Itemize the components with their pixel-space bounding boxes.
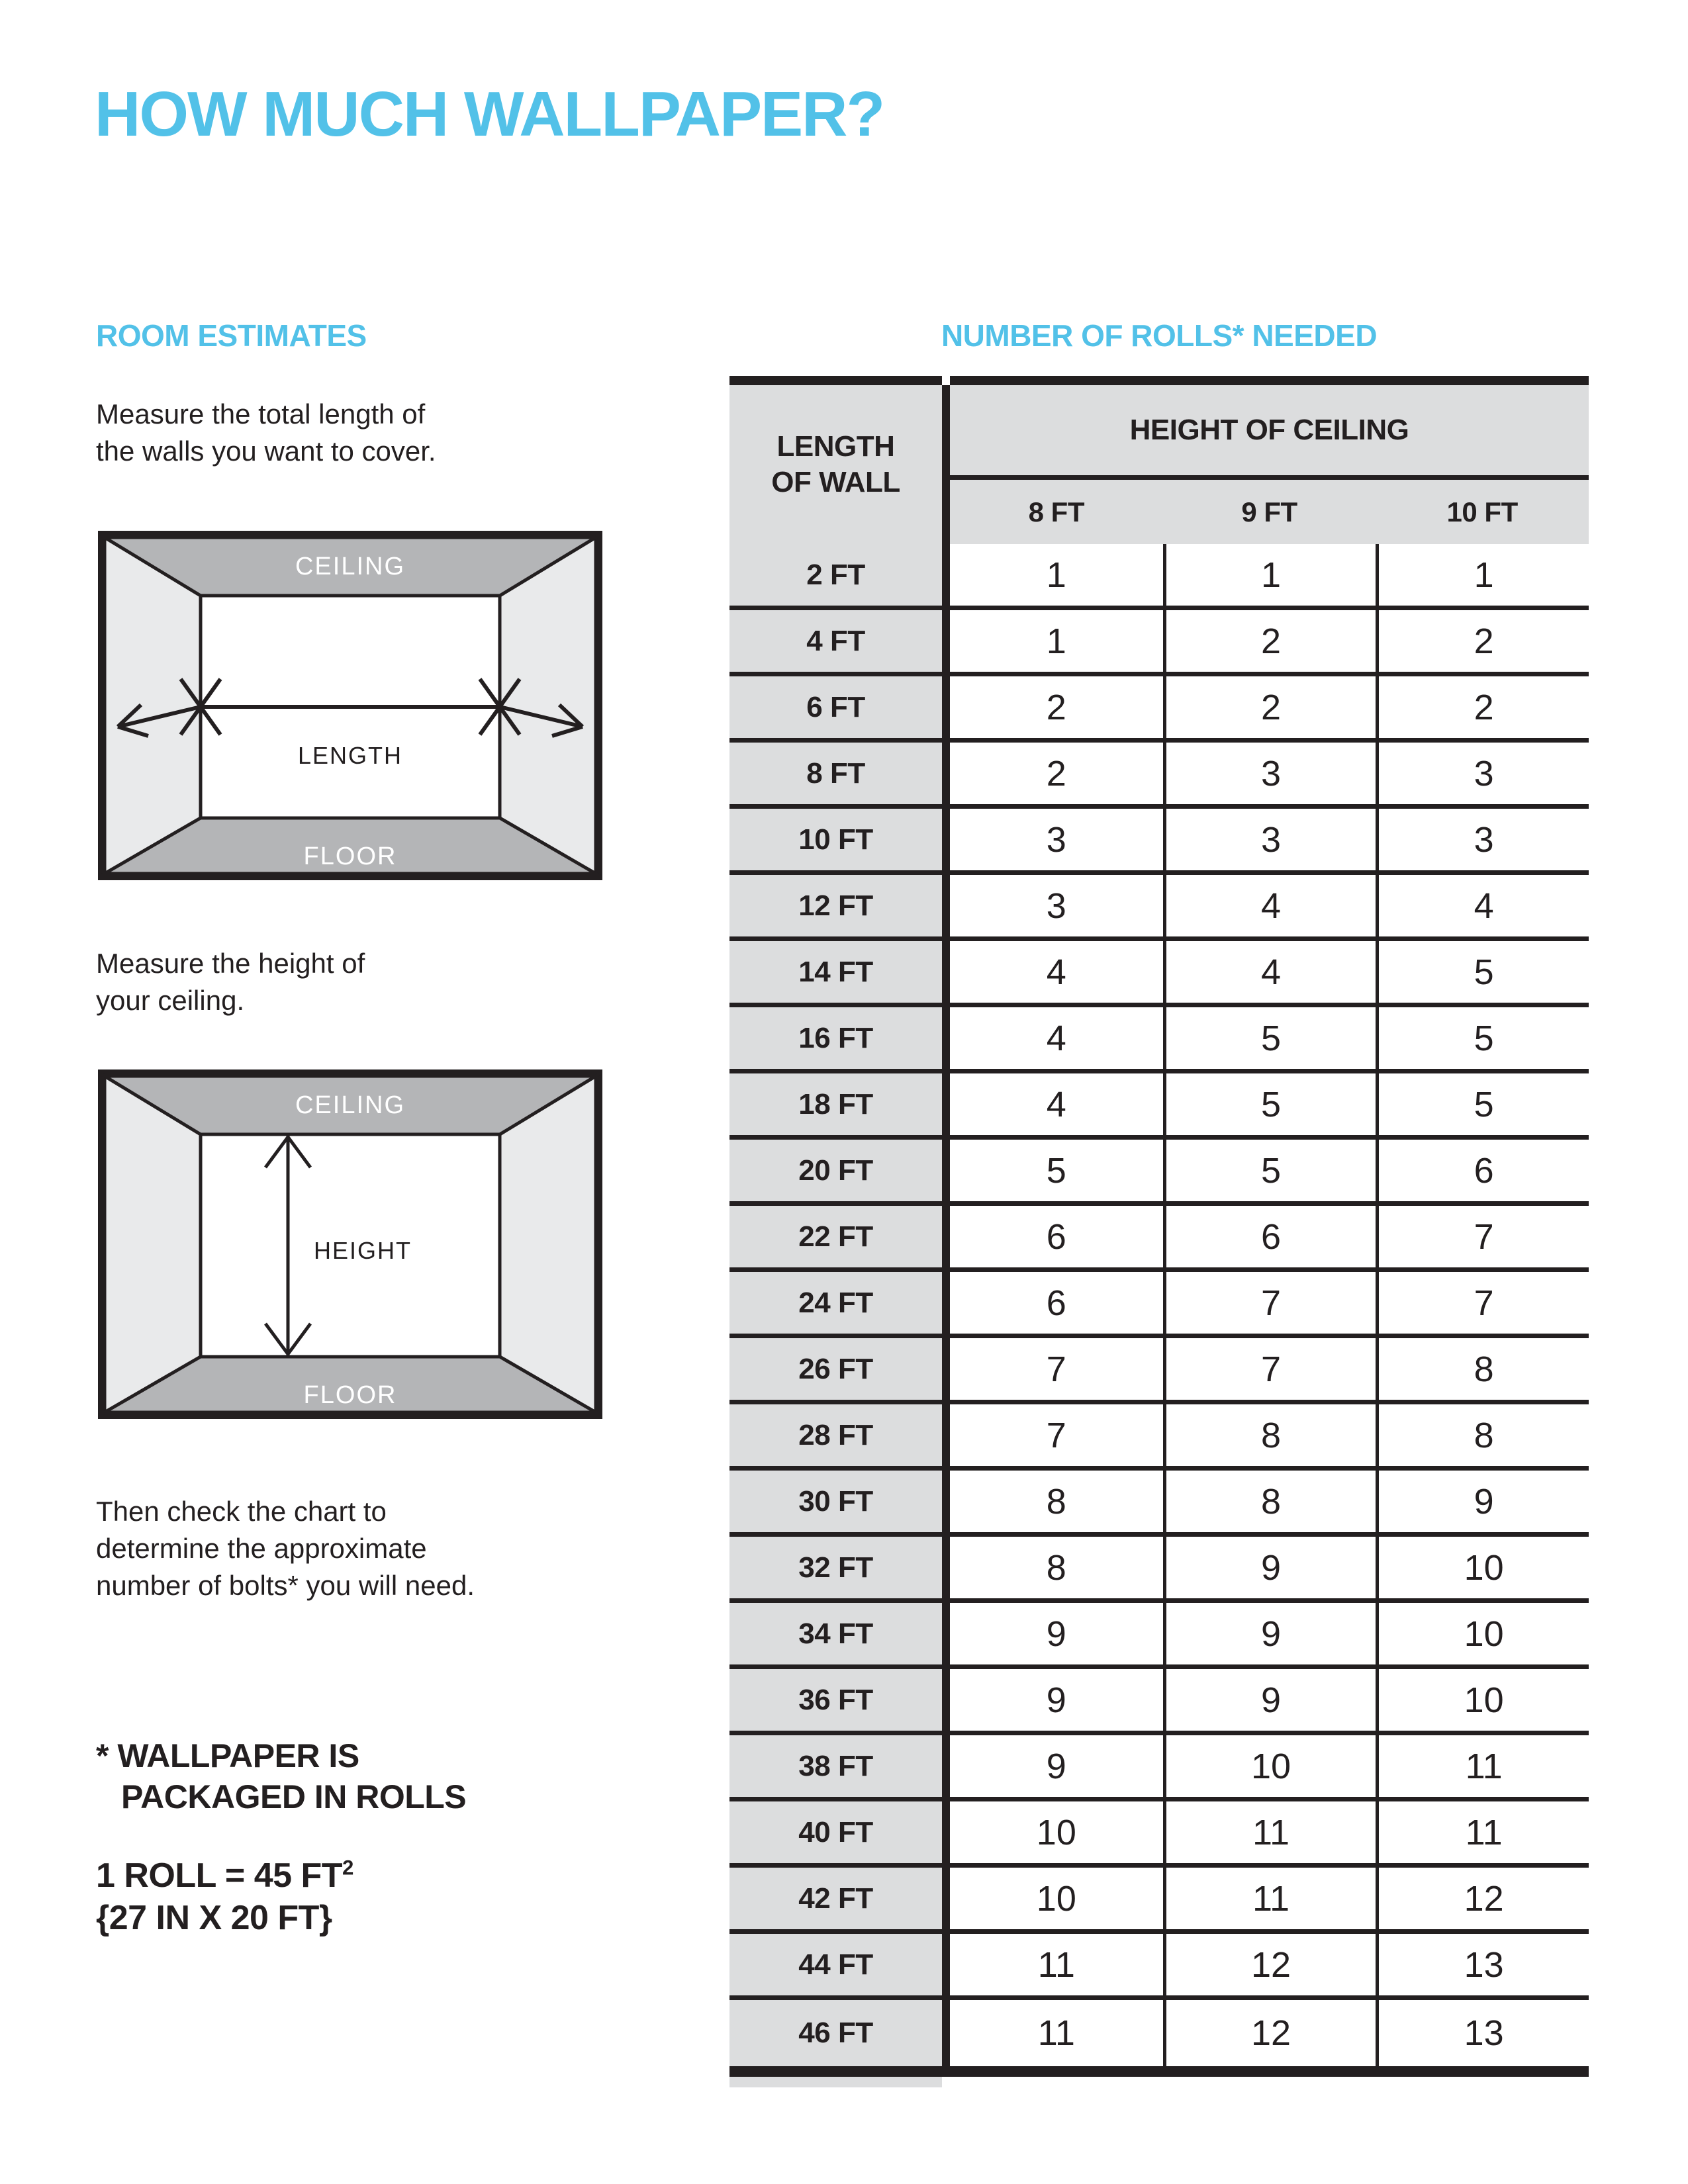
step2-line1: Measure the height of [96, 948, 365, 979]
row-vertical-divider [942, 941, 950, 1003]
table-cell: 4 [950, 1007, 1163, 1069]
room-length-diagram-svg [98, 531, 602, 880]
step1-text [96, 396, 436, 470]
roll-equation: 1 ROLL = 45 $FT^2$ [96, 1856, 353, 1895]
row-vertical-divider [942, 1073, 950, 1135]
table-cell: 4 [950, 1073, 1163, 1135]
row-label: 18 FT [729, 1073, 942, 1135]
wallpaper-footnote [96, 1735, 466, 1817]
row-vertical-divider [942, 1338, 950, 1400]
table-cell: 4 [950, 941, 1163, 1003]
table-cell: 4 [1163, 941, 1376, 1003]
table-cell: 7 [950, 1404, 1163, 1466]
table-cell: 1 [1376, 544, 1589, 606]
column-header-8ft: 8 FT [1028, 496, 1084, 527]
row-label: 32 FT [729, 1537, 942, 1598]
table-cell: 13 [1376, 2000, 1589, 2066]
row-group-header-line1: LENGTH [776, 430, 895, 463]
row-vertical-divider [942, 1537, 950, 1598]
table-cell: 4 [1163, 875, 1376, 936]
row-label: 4 FT [729, 610, 942, 672]
row-group-header-line2: OF WALL [771, 466, 900, 498]
table-cell: 9 [1163, 1669, 1376, 1731]
table-cell: 3 [950, 875, 1163, 936]
table-row [729, 610, 1589, 676]
row-label: 24 FT [729, 1272, 942, 1334]
table-row [729, 1801, 1589, 1868]
page-title: HOW MUCH WALLPAPER? [95, 79, 884, 150]
table-bottom-bar [729, 2066, 1589, 2077]
row-label: 14 FT [729, 941, 942, 1003]
table-cell: 3 [1163, 809, 1376, 870]
footnote-line2: PACKAGED IN ROLLS [121, 1778, 467, 1815]
table-row [729, 1603, 1589, 1669]
row-vertical-divider [942, 1007, 950, 1069]
table-cell: 6 [1376, 1140, 1589, 1201]
table-row [729, 676, 1589, 743]
table-cell: 7 [1163, 1338, 1376, 1400]
table-cell: 7 [1376, 1272, 1589, 1334]
table-cell: 8 [1163, 1404, 1376, 1466]
step1-line2: the walls you want to cover. [96, 435, 436, 467]
table-cell: 12 [1163, 2000, 1376, 2066]
step3-line3: number of bolts* you will need. [96, 1570, 475, 1601]
table-cell: 8 [950, 1537, 1163, 1598]
table-cell: 9 [1376, 1471, 1589, 1532]
row-label: 42 FT [729, 1868, 942, 1929]
table-row [729, 1868, 1589, 1934]
row-label: 2 FT [729, 544, 942, 606]
table-cell: 10 [950, 1801, 1163, 1863]
table-row [729, 743, 1589, 809]
table-cell: 1 [950, 544, 1163, 606]
row-vertical-divider [942, 1934, 950, 1995]
table-row [729, 1471, 1589, 1537]
table-cell: 9 [950, 1603, 1163, 1664]
table-cell: 3 [950, 809, 1163, 870]
row-label: 6 FT [729, 676, 942, 738]
step2-line2: your ceiling. [96, 985, 245, 1016]
table-cell: 13 [1376, 1934, 1589, 1995]
step3-line1: Then check the chart to [96, 1496, 387, 1527]
step2-text [96, 945, 365, 1019]
table-cell: 7 [950, 1338, 1163, 1400]
table-cell: 8 [1163, 1471, 1376, 1532]
row-vertical-divider [942, 809, 950, 870]
header-vertical-divider [942, 385, 950, 544]
column-group-header: HEIGHT OF CEILING [950, 385, 1589, 480]
table-cell: 3 [1376, 809, 1589, 870]
table-cell: 9 [1163, 1603, 1376, 1664]
table-row [729, 1338, 1589, 1404]
column-header-9ft: 9 FT [1241, 496, 1297, 527]
table-cell: 9 [950, 1669, 1163, 1731]
table-cell: 2 [1376, 676, 1589, 738]
table-cell: 2 [1376, 610, 1589, 672]
row-label: 12 FT [729, 875, 942, 936]
table-bottom-gray-tab [729, 2077, 942, 2087]
table-row [729, 544, 1589, 610]
roll-size-info [96, 1854, 353, 1939]
row-vertical-divider [942, 1272, 950, 1334]
roll-dimensions: {27 IN X 20 FT} [96, 1899, 332, 1937]
table-cell: 11 [1376, 1801, 1589, 1863]
row-vertical-divider [942, 676, 950, 738]
ceiling-label: CEILING [295, 553, 406, 580]
table-row [729, 941, 1589, 1007]
table-cell: 2 [950, 743, 1163, 804]
table-row [729, 1735, 1589, 1801]
row-label: 40 FT [729, 1801, 942, 1863]
ceiling-height-diagram-svg [98, 1069, 602, 1419]
row-vertical-divider [942, 1603, 950, 1664]
row-label: 8 FT [729, 743, 942, 804]
row-label: 44 FT [729, 1934, 942, 1995]
rolls-needed-heading: NUMBER OF ROLLS* NEEDED [941, 318, 1378, 353]
table-cell: 4 [1376, 875, 1589, 936]
table-cell: 2 [950, 676, 1163, 738]
room-estimates-heading: ROOM ESTIMATES [96, 318, 367, 353]
table-cell: 7 [1163, 1272, 1376, 1334]
table-cell: 10 [1376, 1537, 1589, 1598]
table-cell: 9 [950, 1735, 1163, 1797]
table-row [729, 809, 1589, 875]
table-header [729, 385, 1589, 544]
table-body [729, 544, 1589, 2066]
row-vertical-divider [942, 1206, 950, 1267]
table-cell: 3 [1376, 743, 1589, 804]
table-cell: 7 [1376, 1206, 1589, 1267]
table-top-bar [729, 376, 1589, 385]
table-cell: 6 [950, 1206, 1163, 1267]
table-cell: 10 [1376, 1603, 1589, 1664]
row-label: 34 FT [729, 1603, 942, 1664]
row-label: 22 FT [729, 1206, 942, 1267]
table-cell: 5 [1376, 1073, 1589, 1135]
table-cell: 8 [1376, 1404, 1589, 1466]
table-cell: 5 [1376, 1007, 1589, 1069]
table-cell: 6 [950, 1272, 1163, 1334]
row-label: 16 FT [729, 1007, 942, 1069]
table-cell: 8 [1376, 1338, 1589, 1400]
table-row [729, 1669, 1589, 1735]
row-label: 10 FT [729, 809, 942, 870]
row-vertical-divider [942, 1735, 950, 1797]
table-cell: 2 [1163, 610, 1376, 672]
footnote-line1: * WALLPAPER IS [96, 1737, 359, 1774]
floor-label: FLOOR [303, 1381, 397, 1409]
row-vertical-divider [942, 2000, 950, 2066]
table-cell: 10 [1376, 1669, 1589, 1731]
row-label: 46 FT [729, 2000, 942, 2066]
table-cell: 1 [1163, 544, 1376, 606]
table-cell: 12 [1376, 1868, 1589, 1929]
table-cell: 5 [1163, 1073, 1376, 1135]
table-row [729, 2000, 1589, 2066]
step3-line2: determine the approximate [96, 1533, 427, 1564]
rolls-needed-table [729, 376, 1589, 2087]
table-cell: 5 [1163, 1140, 1376, 1201]
step1-line1: Measure the total length of [96, 398, 426, 430]
row-vertical-divider [942, 875, 950, 936]
table-cell: 10 [1163, 1735, 1376, 1797]
table-row [729, 1934, 1589, 2000]
height-label: HEIGHT [313, 1237, 412, 1264]
table-row [729, 875, 1589, 941]
column-group [950, 385, 1589, 544]
floor-label: FLOOR [303, 842, 397, 870]
row-vertical-divider [942, 1868, 950, 1929]
row-label: 36 FT [729, 1669, 942, 1731]
row-group-header [729, 385, 942, 544]
table-cell: 11 [1163, 1868, 1376, 1929]
table-cell: 5 [1376, 941, 1589, 1003]
ceiling-height-diagram [98, 1069, 602, 1419]
row-vertical-divider [942, 610, 950, 672]
table-cell: 10 [950, 1868, 1163, 1929]
row-vertical-divider [942, 743, 950, 804]
table-cell: 5 [950, 1140, 1163, 1201]
table-cell: 2 [1163, 676, 1376, 738]
row-vertical-divider [942, 544, 950, 606]
table-row [729, 1140, 1589, 1206]
table-cell: 11 [1163, 1801, 1376, 1863]
table-cell: 6 [1163, 1206, 1376, 1267]
room-length-diagram [98, 531, 602, 880]
column-header-10ft: 10 FT [1446, 496, 1518, 527]
roll-equation-exponent: 2 [342, 1856, 353, 1880]
row-label: 30 FT [729, 1471, 942, 1532]
row-vertical-divider [942, 1404, 950, 1466]
row-label: 20 FT [729, 1140, 942, 1201]
table-row [729, 1007, 1589, 1073]
row-vertical-divider [942, 1140, 950, 1201]
table-cell: 3 [1163, 743, 1376, 804]
column-headers [950, 480, 1589, 544]
table-cell: 12 [1163, 1934, 1376, 1995]
table-row [729, 1404, 1589, 1471]
row-label: 26 FT [729, 1338, 942, 1400]
table-row [729, 1272, 1589, 1338]
table-row [729, 1073, 1589, 1140]
row-vertical-divider [942, 1801, 950, 1863]
table-cell: 1 [950, 610, 1163, 672]
row-vertical-divider [942, 1669, 950, 1731]
table-cell: 9 [1163, 1537, 1376, 1598]
ceiling-label: CEILING [295, 1091, 406, 1119]
table-row [729, 1537, 1589, 1603]
step3-text [96, 1493, 475, 1604]
row-vertical-divider [942, 1471, 950, 1532]
row-label: 28 FT [729, 1404, 942, 1466]
length-label: LENGTH [297, 742, 403, 769]
table-row [729, 1206, 1589, 1272]
table-cell: 5 [1163, 1007, 1376, 1069]
table-cell: 11 [1376, 1735, 1589, 1797]
table-cell: 11 [950, 1934, 1163, 1995]
table-cell: 11 [950, 2000, 1163, 2066]
table-cell: 8 [950, 1471, 1163, 1532]
row-label: 38 FT [729, 1735, 942, 1797]
